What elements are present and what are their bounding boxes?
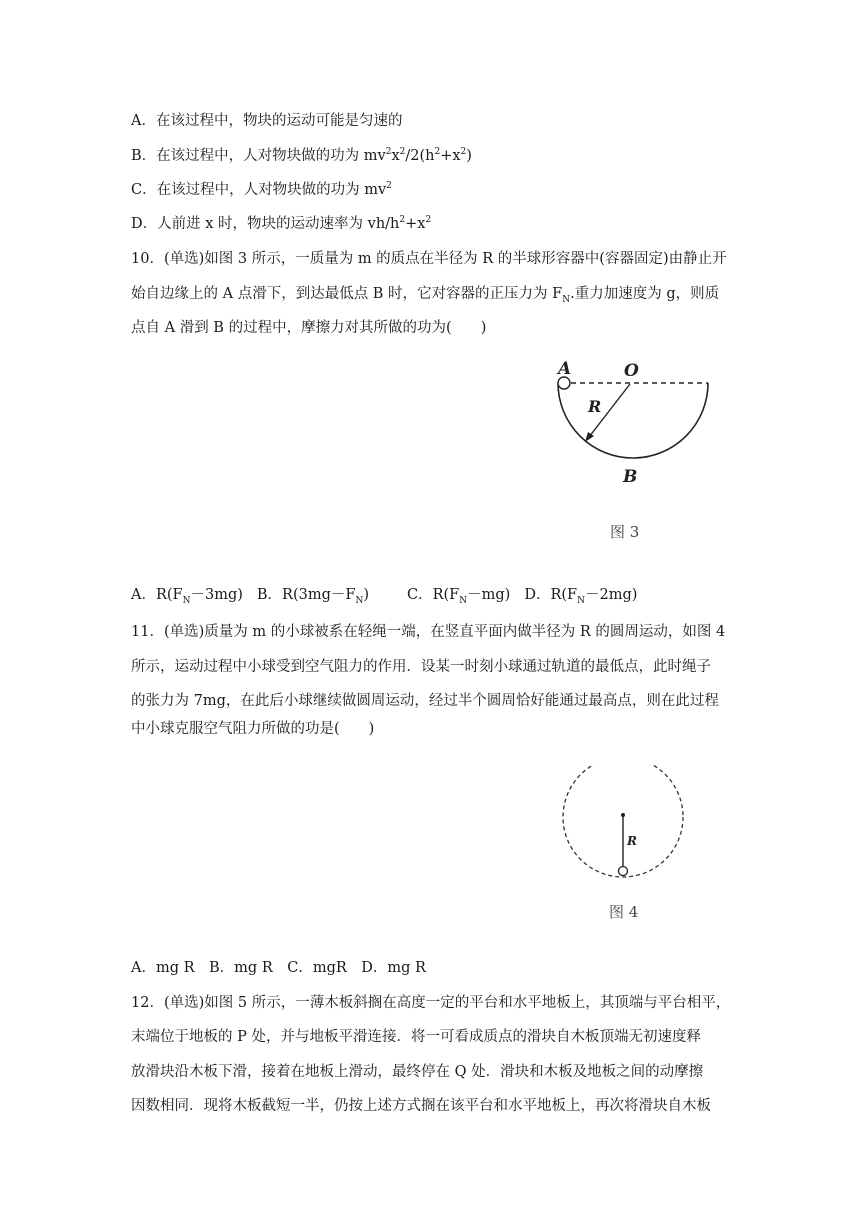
q9-option-a: A．在该过程中，物块的运动可能是匀速的 — [131, 113, 403, 129]
q12-line-3: 放滑块沿木板下滑，接着在地板上滑动，最终停在 Q 处．滑块和木板及地板之间的动摩擦 — [131, 1064, 704, 1080]
q11-line-2: 所示，运动过程中小球受到空气阻力的作用．设某一时刻小球通过轨道的最低点，此时绳子 — [131, 659, 711, 675]
q12-line-2: 末端位于地板的 P 处，并与地板平滑连接．将一可看成质点的滑块自木板顶端无初速度释 — [131, 1029, 701, 1045]
q9-option-c: C．在该过程中，人对物块做的功为 $mv^2$ — [131, 181, 392, 198]
q12-line-4: 因数相同．现将木板截短一半，仍按上述方式搁在该平台和水平地板上，再次将滑块自木板 — [131, 1098, 711, 1114]
q11-line-1: 11．(单选)质量为 m 的小球被系在轻绳一端，在竖直平面内做半径为 R 的圆周运动，如图 4 — [131, 624, 726, 640]
radius-arrowhead — [585, 432, 594, 442]
q11-line-3: 的张力为 7mg，在此后小球继续做圆周运动，经过半个圆周恰好能通过最高点，则在此过程 — [131, 693, 719, 709]
q10-option-b: B．$R(3mg-F_N)$ — [256, 587, 370, 606]
figure-3-caption: 图 3 — [610, 523, 640, 541]
q11-line-4: 中小球克服空气阻力所做的功是( ) — [131, 721, 375, 737]
q10-line-2: 始自边缘上的 A 点滑下，到达最低点 B 时，它对容器的正压力为 $F_N$.重力加速度为 g，则质 — [131, 286, 720, 305]
hemisphere-arc — [558, 383, 708, 458]
figure-3-hemisphere-diagram — [548, 355, 728, 550]
q11-options: A．mg R B．mg R C．mgR D．mg R — [131, 960, 426, 976]
q10-options — [131, 585, 637, 605]
q10-option-c: C．$R(F_N-mg)$ — [407, 587, 511, 606]
label-r: R — [588, 397, 602, 416]
q12-line-1: 12．(单选)如图 5 所示，一薄木板斜搁在高度一定的平台和水平地板上，其顶端与平台相平， — [131, 995, 731, 1011]
figure-4-caption: 图 4 — [609, 903, 639, 921]
label-a: A — [558, 359, 572, 379]
q10-line-3: 点自 A 滑到 B 的过程中，摩擦力对其所做的功为( ) — [131, 320, 487, 336]
label-b: B — [623, 467, 638, 487]
q9-option-b: B．在该过程中，人对物块做的功为 $mv^2x^2/2(h^2+x^2)$ — [131, 147, 472, 164]
ball-at-bottom — [619, 867, 628, 876]
label-r: R — [627, 834, 637, 848]
q10-line-1: 10．(单选)如图 3 所示，一质量为 m 的质点在半径为 R 的半球形容器中(容器固定)由静止开 — [131, 251, 727, 267]
figure-4-circle-diagram — [555, 765, 695, 925]
q10-option-d: D．$R(F_N-2mg)$ — [524, 587, 638, 606]
q9-option-d: D．人前进 x 时，物块的运动速率为 $vh/h^2+x^2$ — [131, 215, 432, 232]
label-o: O — [624, 361, 639, 381]
q10-option-a: A．$R(F_N-3mg)$ — [131, 587, 243, 606]
